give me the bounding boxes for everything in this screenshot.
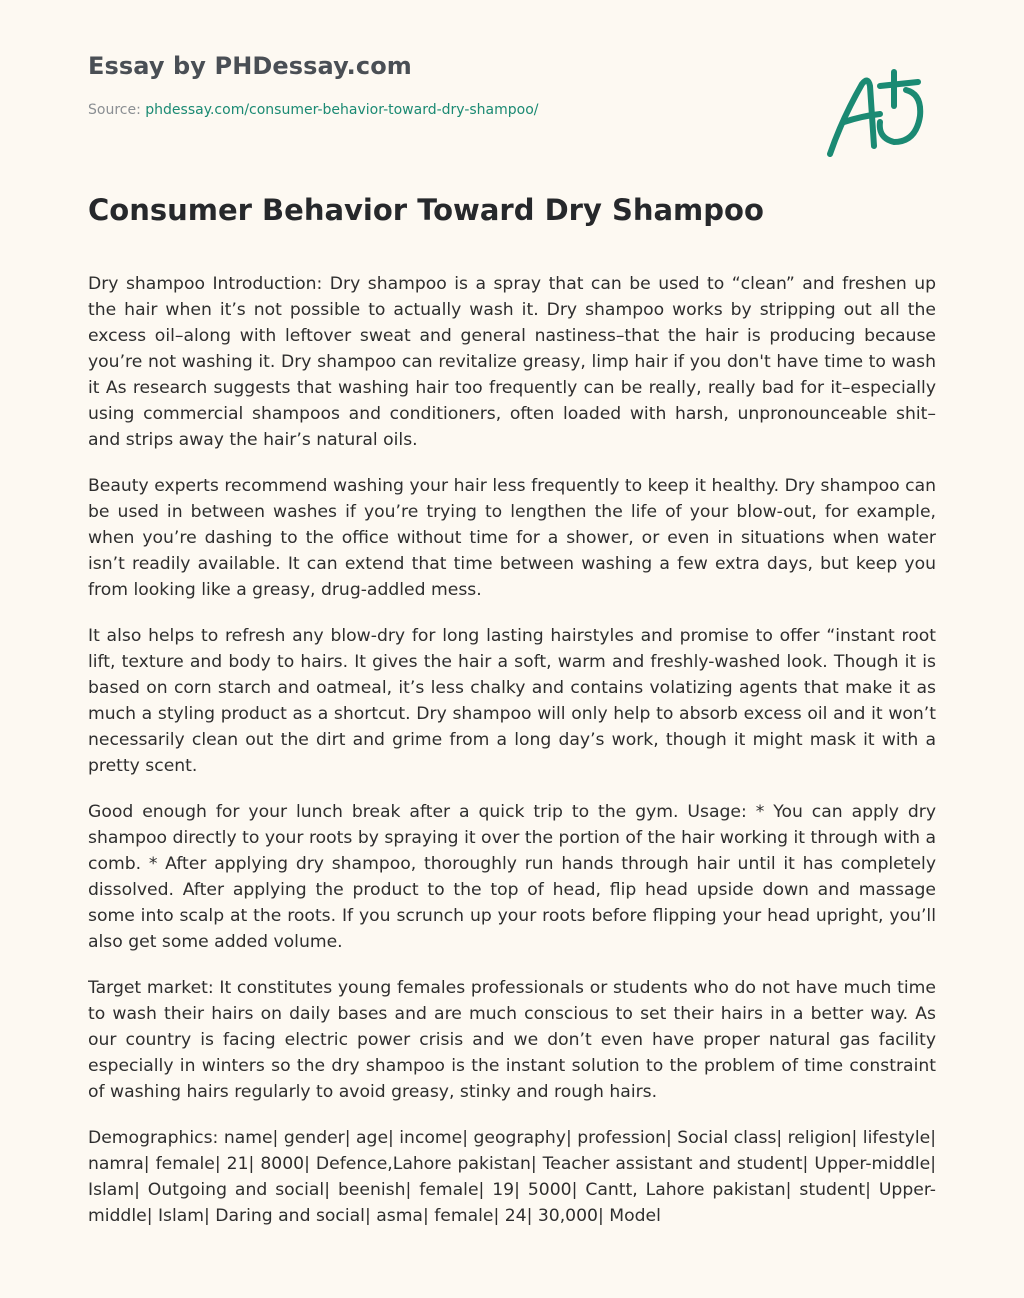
source-line: [88, 100, 936, 120]
essay-paragraph: Good enough for your lunch break after a quick trip to the gym. Usage: * You can apply dry shampoo directly to your roots by spraying it over the portion of the hair working it through with a comb. * After applying dry shampoo, thoroughly run hands through hair until it has completely dissolved. After applying the product to the top of head, flip head upside down and massage some into scalp at the roots. If you scrunch up your roots before flipping your head upright, you’ll also get some added volume.: [88, 802, 936, 952]
essay-paragraph: Dry shampoo Introduction: Dry shampoo is a spray that can be used to “clean” and freshen up the hair when it’s not possible to actually wash it. Dry shampoo works by stripping out all the excess oil–along with leftover sweat and general nastiness–that the hair is producing because you’re not washing it. Dry shampoo can revitalize greasy, limp hair if you don't have time to wash it As research suggests that washing hair too frequently can be really, really bad for it–especially using commercial shampoos and conditioners, often loaded with harsh, unpronounceable shit–and strips away the hair’s natural oils.: [88, 274, 936, 450]
a-plus-grade-icon: [822, 64, 932, 164]
source-link[interactable]: phdessay.com/consumer-behavior-toward-dry-shampoo/: [145, 102, 539, 118]
source-label: Source:: [88, 102, 141, 118]
essay-header: [88, 50, 936, 120]
page-title: Consumer Behavior Toward Dry Shampoo: [88, 193, 764, 227]
essay-paragraph: Beauty experts recommend washing your hair less frequently to keep it healthy. Dry shampoo can be used in between washes if you’re trying to lengthen the life of your blow-out, for example, when you’re dashing to the office without time for a shower, or even in situations when water isn’t readily available. It can extend that time between washing a few extra days, but keep you from looking like a greasy, drug-addled mess.: [88, 476, 936, 600]
essay-paragraph: It also helps to refresh any blow-dry for long lasting hairstyles and promise to offer “instant root lift, texture and body to hairs. It gives the hair a soft, warm and freshly-washed look. Though it is based on corn starch and oatmeal, it’s less chalky and contains volatizing agents that make it as much a styling product as a shortcut. Dry shampoo will only help to absorb excess oil and it won’t necessarily clean out the dirt and grime from a long day’s work, though it might mask it with a pretty scent.: [88, 626, 936, 776]
essay-body: [88, 271, 936, 1253]
essay-paragraph: Demographics: name| gender| age| income| geography| profession| Social class| religion| lifestyle| namra| female| 21| 8000| Defence,Lahore pakistan| Teacher assistant and student| Upper-middle| Islam| Outgoing and social| beenish| female| 19| 5000| Cantt, Lahore pakistan| student| Upper-middle| Islam| Daring and social| asma| female| 24| 30,000| Model: [88, 1128, 936, 1226]
site-brand[interactable]: Essay by PHDessay.com: [88, 52, 412, 80]
essay-paragraph: Target market: It constitutes young females professionals or students who do not have much time to wash their hairs on daily bases and are much conscious to set their hairs in a better way. As our country is facing electric power crisis and we don’t even have proper natural gas facility especially in winters so the dry shampoo is the instant solution to the problem of time constraint of washing hairs regularly to avoid greasy, stinky and rough hairs.: [88, 978, 936, 1102]
